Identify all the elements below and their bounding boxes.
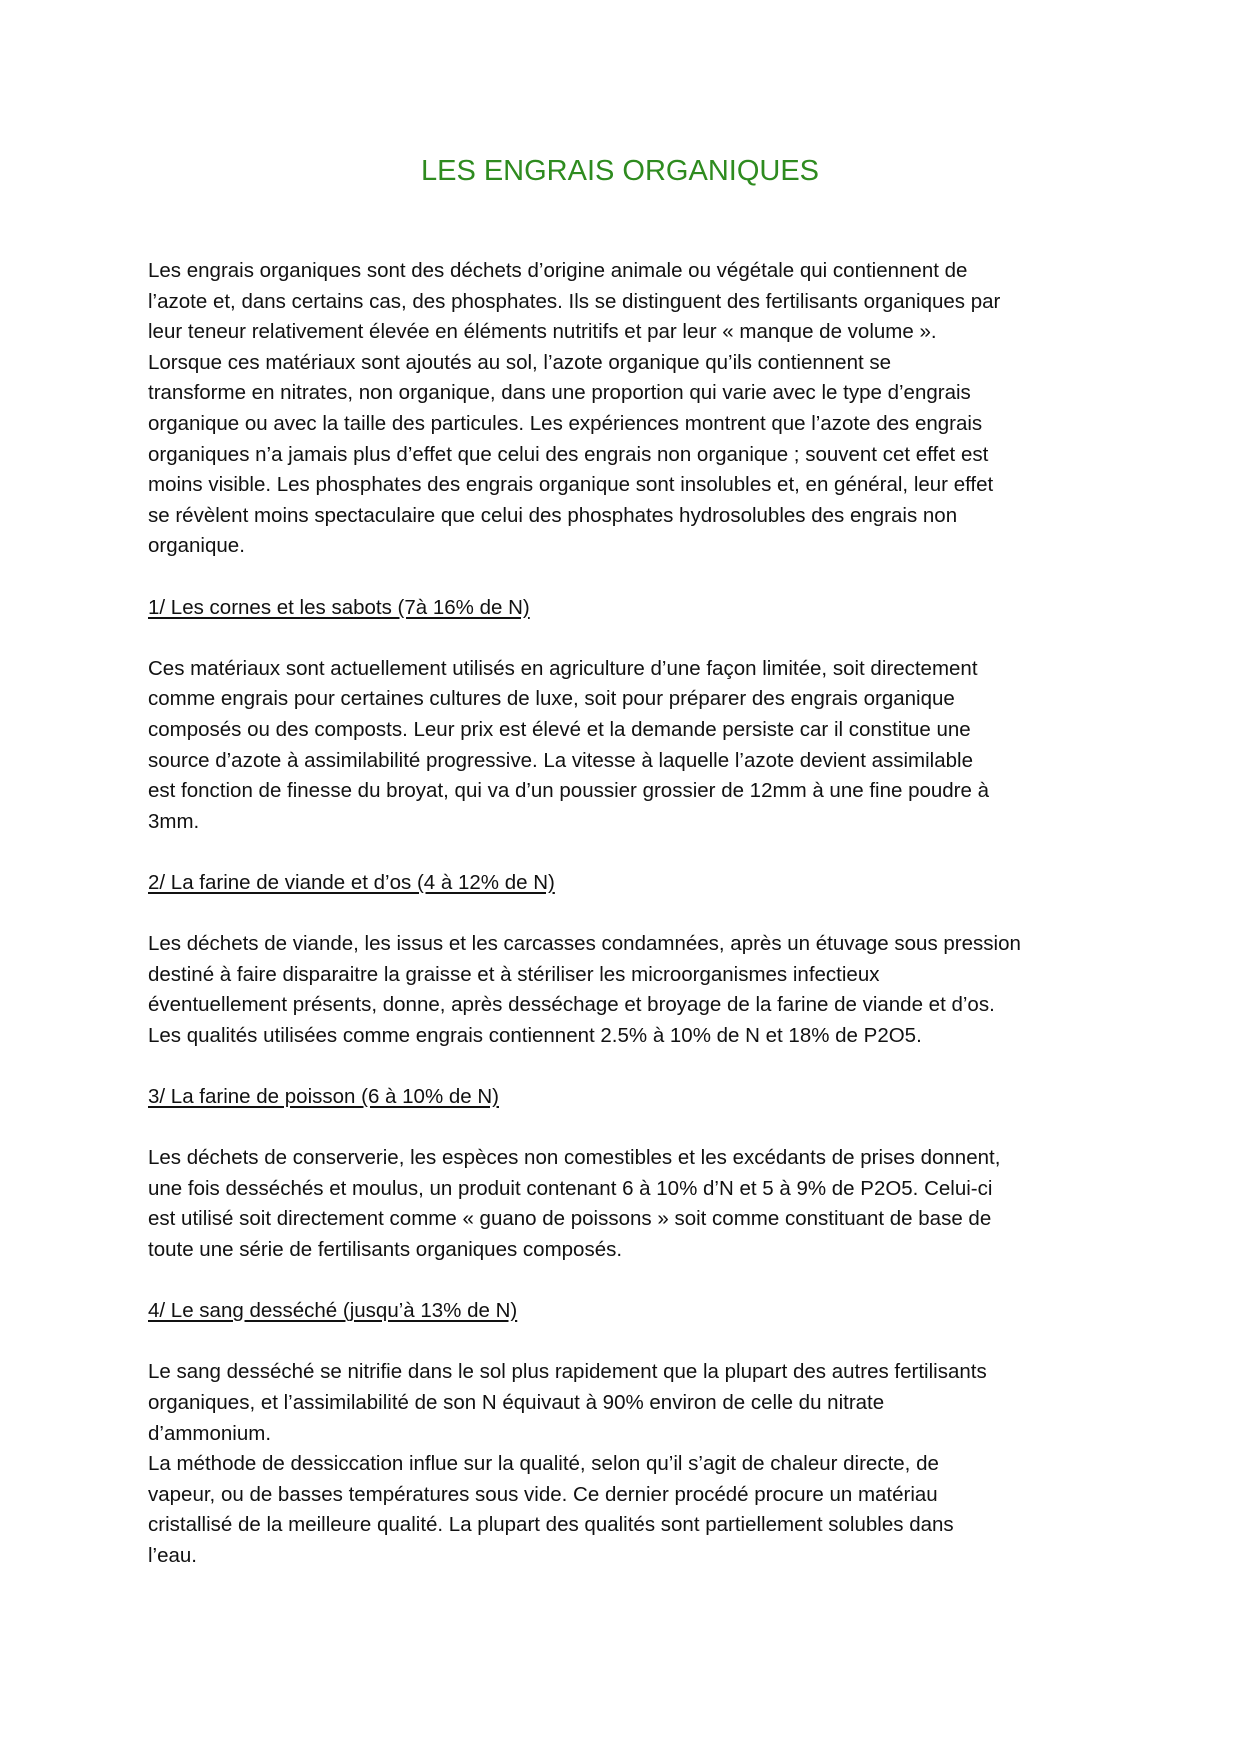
section-paragraph — [148, 654, 1096, 838]
text-line: Les déchets de conserverie, les espèces non comestibles et les excédants de prises donnent, — [148, 1146, 1001, 1170]
section-heading — [148, 1296, 1096, 1327]
section-farine-viande-os — [148, 868, 1096, 1052]
section-paragraph — [148, 1143, 1096, 1265]
text-line: toute une série de fertilisants organiques composés. — [148, 1238, 623, 1261]
section-cornes-sabots — [148, 593, 1096, 838]
text-line: l’azote et, dans certains cas, des phosphates. Ils se distinguent des fertilisants organiques par — [148, 289, 1001, 313]
section-paragraph — [148, 1357, 1096, 1571]
text-line: Les engrais organiques sont des déchets d’origine animale ou végétale qui contiennent de — [148, 259, 968, 282]
text-line: destiné à faire disparaitre la graisse et à stériliser les microorganismes infectieux — [148, 962, 880, 986]
section-heading-text: 1/ Les cornes et les sabots (7à 16% de N) — [148, 595, 530, 619]
section-heading-text: 2/ La farine de viande et d’os (4 à 12% de N) — [148, 870, 555, 894]
text-line: Les qualités utilisées comme engrais contiennent 2.5% à 10% de N et 18% de P2O5. — [148, 1023, 922, 1047]
section-heading — [148, 593, 1096, 624]
text-line: leur teneur relativement élevée en éléments nutritifs et par leur « manque de volume ». — [148, 320, 937, 344]
text-line: organiques n’a jamais plus d’effet que celui des engrais non organique ; souvent cet effet est — [148, 442, 989, 466]
text-line: Le sang desséché se nitrifie dans le sol plus rapidement que la plupart des autres fertilisants — [148, 1360, 987, 1384]
text-line: une fois desséchés et moulus, un produit contenant 6 à 10% d’N et 5 à 9% de P2O5. Celui-ci — [148, 1176, 993, 1200]
text-line: moins visible. Les phosphates des engrais organique sont insolubles et, en général, leur effet — [148, 473, 994, 497]
text-line: vapeur, ou de basses températures sous vide. Ce dernier procédé procure un matériau — [148, 1482, 938, 1506]
text-line: organiques, et l’assimilabilité de son N équivaut à 90% environ de celle du nitrate — [148, 1390, 885, 1414]
text-line: transforme en nitrates, non organique, dans une proportion qui varie avec le type d’engrais — [148, 381, 971, 405]
text-line: organique ou avec la taille des particules. Les expériences montrent que l’azote des engrais — [148, 411, 983, 435]
section-heading-text: 4/ Le sang desséché (jusqu’à 13% de N) — [148, 1299, 518, 1323]
text-line: l’eau. — [148, 1543, 198, 1567]
text-line: organique. — [148, 534, 245, 558]
text-line: composés ou des composts. Leur prix est élevé et la demande persiste car il constitue une — [148, 717, 971, 741]
text-line: 3mm. — [148, 809, 200, 833]
text-line: éventuellement présents, donne, après desséchage et broyage de la farine de viande et d’os. — [148, 993, 995, 1017]
section-heading — [148, 868, 1096, 899]
page-title: LES ENGRAIS ORGANIQUES — [420, 155, 820, 187]
text-line: se révèlent moins spectaculaire que celui des phosphates hydrosolubles des engrais non — [148, 503, 958, 527]
text-line: est utilisé soit directement comme « guano de poissons » soit comme constituant de base de — [148, 1207, 992, 1231]
section-heading-text: 3/ La farine de poisson (6 à 10% de N) — [148, 1085, 499, 1109]
intro-paragraph — [148, 256, 1096, 562]
section-farine-poisson — [148, 1082, 1096, 1266]
text-line: comme engrais pour certaines cultures de luxe, soit pour préparer des engrais organique — [148, 687, 955, 711]
section-paragraph — [148, 929, 1096, 1051]
section-sang-desseche — [148, 1296, 1096, 1571]
text-line: d’ammonium. — [148, 1421, 272, 1445]
text-line: cristallisé de la meilleure qualité. La plupart des qualités sont partiellement solubles dans — [148, 1513, 954, 1537]
text-line: source d’azote à assimilabilité progressive. La vitesse à laquelle l’azote devient assimilable — [148, 748, 973, 772]
text-line: est fonction de finesse du broyat, qui va d’un poussier grossier de 12mm à une fine poudre à — [148, 779, 990, 803]
text-line: La méthode de dessiccation influe sur la qualité, selon qu’il s’agit de chaleur directe, de — [148, 1452, 939, 1476]
section-heading — [148, 1082, 1096, 1113]
text-line: Les déchets de viande, les issus et les carcasses condamnées, après un étuvage sous pression — [148, 932, 1021, 956]
text-line: Lorsque ces matériaux sont ajoutés au sol, l’azote organique qu’ils contiennent se — [148, 350, 892, 374]
document-body — [148, 256, 1096, 1602]
text-line: Ces matériaux sont actuellement utilisés en agriculture d’une façon limitée, soit directement — [148, 656, 978, 680]
